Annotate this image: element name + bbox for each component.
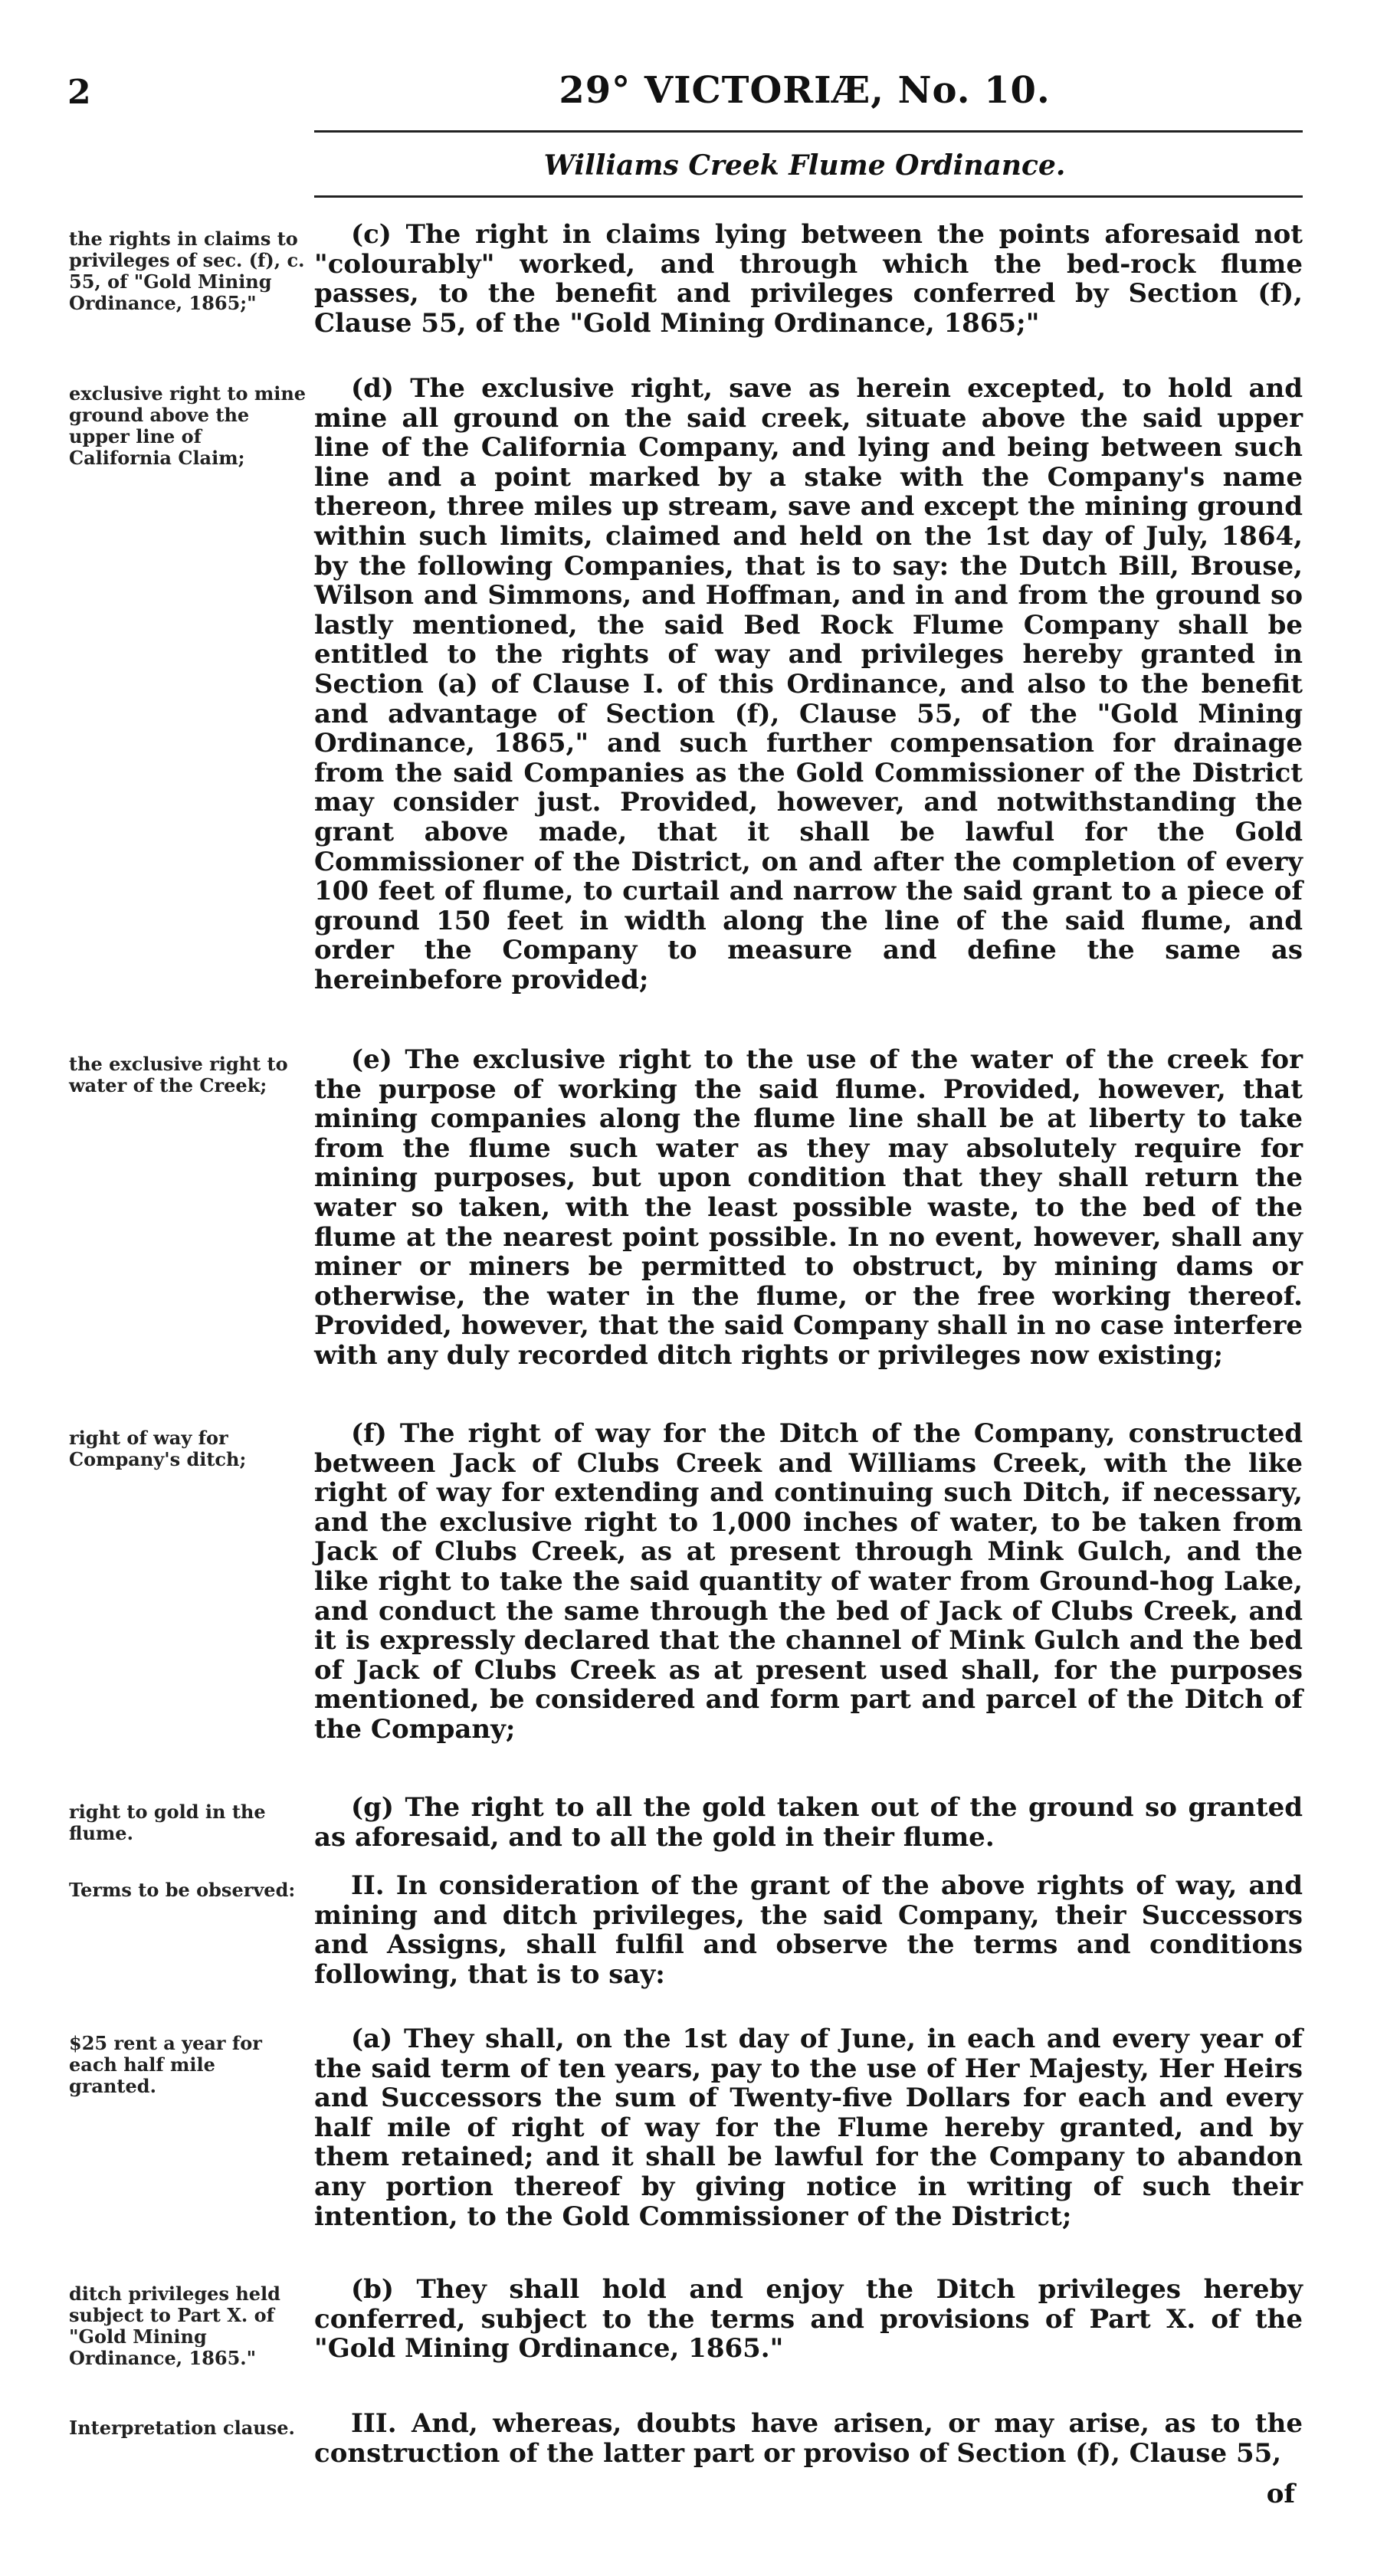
paragraph: [314, 1871, 1303, 1989]
paragraph-text: II. In consideration of the grant of the above rights of way, and mining and ditch privileges, the said Company, their Successors and Assigns, shall fulfil and observe the terms and conditions following, that is to say:: [314, 1870, 1303, 1990]
paragraph: [314, 1419, 1303, 1745]
page-number: 2: [67, 73, 91, 112]
header-rule-bottom: [314, 195, 1303, 198]
paragraph: [314, 2024, 1303, 2231]
margin-note: ditch privileges held subject to Part X. of "Gold Mining Ordinance, 1865.": [69, 2283, 280, 2369]
paragraph: [314, 374, 1303, 995]
margin-note: the rights in claims to privileges of sec. (f), c. 55, of "Gold Mining Ordinance, 1865;": [69, 228, 305, 314]
catchword: of: [1266, 2479, 1295, 2509]
header-rule-top: [314, 130, 1303, 133]
paragraph-text: (c) The right in claims lying between the points aforesaid not "colourably" worked, and through which the bed-rock flume passes, to the benefit and privileges conferred by Section (f), Clause 55, of the "Gold Mining Ordinance, 1865;": [314, 219, 1303, 339]
paragraph: [314, 2275, 1303, 2364]
paragraph-text: (a) They shall, on the 1st day of June, in each and every year of the said term of ten years, pay to the use of Her Majesty, Her Heirs and Successors the sum of Twenty-five Dollars for each and every half mile of right of way for the Flume hereby granted, and by them retained; and it shall be lawful for the Company to abandon any portion thereof by giving notice in writing of such their intention, to the Gold Commissioner of the District;: [314, 2024, 1303, 2232]
paragraph-text: (b) They shall hold and enjoy the Ditch privileges hereby conferred, subject to the terms and provisions of Part X. of the "Gold Mining Ordinance, 1865.": [314, 2274, 1303, 2365]
running-subtitle: Williams Creek Flume Ordinance.: [543, 149, 1066, 182]
paragraph-text: (g) The right to all the gold taken out of the ground so granted as aforesaid, and to all the gold in their flume.: [314, 1792, 1303, 1853]
paragraph-text: (e) The exclusive right to the use of the water of the creek for the purpose of working the said flume. Provided, however, that mining companies along the flume line shall be at liberty to take from the flume such water as they may absolutely require for mining purposes, but upon condition that they shall return the water so taken, with the least possible waste, to the bed of the flume at the nearest point possible. In no event, however, shall any miner or miners be permitted to obstruct, by mining dams or otherwise, the water in the flume, or the free working thereof. Provided, however, that the said Company shall in no case interfere with any duly recorded ditch rights or privileges now existing;: [314, 1044, 1303, 1371]
paragraph-text: (d) The exclusive right, save as herein excepted, to hold and mine all ground on the said creek, situate above the said upper line of the California Company, and lying and being between such line and a point marked by a stake with the Company's name thereon, three miles up stream, save and except the mining ground within such limits, claimed and held on the 1st day of July, 1864, by the following Companies, that is to say: the Dutch Bill, Brouse, Wilson and Simmons, and Hoffman, and in and from the ground so lastly mentioned, the said Bed Rock Flume Company shall be entitled to the rights of way and privileges hereby granted in Section (a) of Clause I. of this Ordinance, and also to the benefit and advantage of Section (f), Clause 55, of the "Gold Mining Ordinance, 1865," and such further compensation for drainage from the said Companies as the Gold Commissioner of the District may consider just. Provided, however, and notwithstanding the grant above made, that it shall be lawful for the Gold Commissioner of the District, on and after the completion of every 100 feet of flume, to curtail and narrow the said grant to a piece of ground 150 feet in width along the line of the said flume, and order the Company to measure and define the same as hereinbefore provided;: [314, 373, 1303, 995]
paragraph: [314, 1045, 1303, 1371]
margin-note: exclusive right to mine ground above the upper line of California Claim;: [69, 382, 307, 469]
margin-note: the exclusive right to water of the Creek;: [69, 1053, 288, 1096]
margin-note: right of way for Company's ditch;: [69, 1427, 247, 1470]
paragraph-text: (f) The right of way for the Ditch of the Company, constructed between Jack of Clubs Creek and Williams Creek, with the like right of way for extending and continuing such Ditch, if necessary, and the exclusive right to 1,000 inches of water, to be taken from Jack of Clubs Creek, as at present through Mink Gulch, and the like right to take the said quantity of water from Ground-hog Lake, and conduct the same through the bed of Jack of Clubs Creek, and it is expressly declared that the channel of Mink Gulch and the bed of Jack of Clubs Creek as at present used shall, for the purposes mentioned, be considered and form part and parcel of the Ditch of the Company;: [314, 1418, 1303, 1745]
margin-note: right to gold in the flume.: [69, 1801, 266, 1844]
paragraph: [314, 2409, 1303, 2468]
margin-note: Interpretation clause.: [69, 2417, 295, 2439]
margin-note: Terms to be observed:: [69, 1879, 296, 1901]
page-title: 29° VICTORIÆ, No. 10.: [559, 69, 1051, 112]
margin-note: $25 rent a year for each half mile granted.: [69, 2032, 262, 2097]
paragraph-text: III. And, whereas, doubts have arisen, or may arise, as to the construction of the latter part or proviso of Section (f), Clause 55,: [314, 2408, 1303, 2469]
paragraph: [314, 1793, 1303, 1852]
paragraph: [314, 220, 1303, 338]
